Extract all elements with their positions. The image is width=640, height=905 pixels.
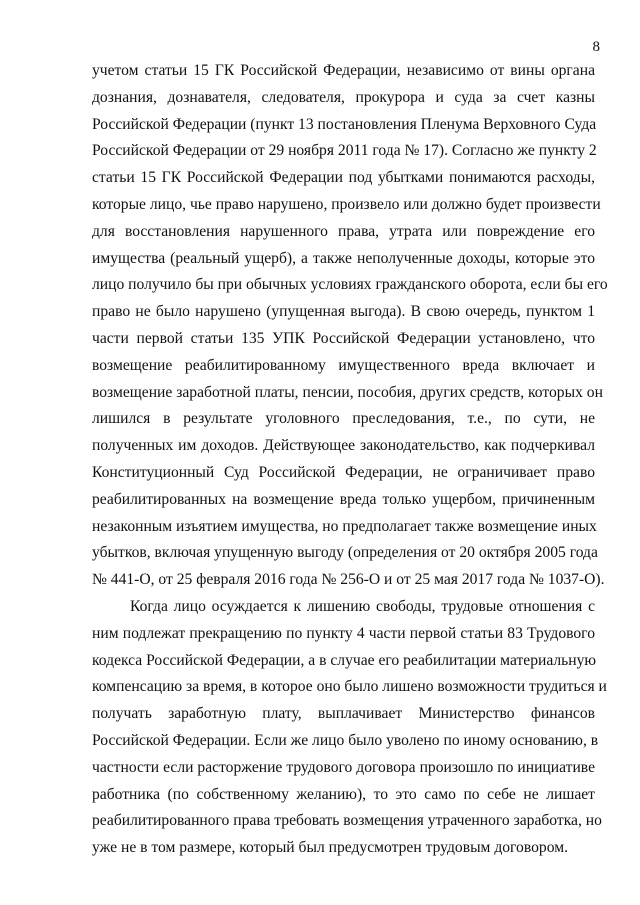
text-line: Российской Федерации. Если же лицо было уволено по иному основанию, в bbox=[92, 731, 599, 749]
text-line: № 441-О, от 25 февраля 2016 года № 256-О и от 25 мая 2017 года № 1037-О). bbox=[92, 571, 605, 589]
text-line: которые лицо, чье право нарушено, произвело или должно будет произвести bbox=[92, 195, 601, 213]
text-line: реабилитированного права требовать возмещения утраченного заработка, но bbox=[92, 812, 602, 830]
text-line: ним подлежат прекращению по пункту 4 части первой статьи 83 Трудового bbox=[92, 624, 595, 642]
text-line: убытков, включая упущенную выгоду (определения от 20 октября 2005 года bbox=[92, 544, 598, 562]
text-line: учетом статьи 15 ГК Российской Федерации, независимо от вины органа bbox=[92, 62, 595, 79]
text-line: Российской Федерации от 29 ноября 2011 года № 17). Согласно же пункту 2 bbox=[92, 142, 597, 160]
text-line: лишился в результате уголовного преследования, т.е., по сути, не bbox=[92, 410, 595, 428]
text-line: возмещение заработной платы, пенсии, пособия, других средств, которых он bbox=[92, 383, 603, 401]
text-line: Когда лицо осуждается к лишению свободы, трудовые отношения с bbox=[130, 597, 595, 615]
paragraph bbox=[92, 594, 607, 862]
text-line: Конституционный Суд Российской Федерации, не ограничивает право bbox=[92, 463, 595, 481]
text-line: работника (по собственному желанию), то это само по себе не лишает bbox=[92, 785, 595, 803]
document-body bbox=[92, 58, 608, 862]
text-line: части первой статьи 135 УПК Российской Федерации установлено, что bbox=[92, 329, 595, 347]
paragraph bbox=[92, 58, 608, 594]
text-line: возмещение реабилитированному имущественного вреда включает и bbox=[92, 356, 595, 374]
text-line: имущества (реальный ущерб), а также неполученные доходы, которые это bbox=[92, 249, 595, 267]
text-line: лицо получило бы при обычных условиях гражданского оборота, если бы его bbox=[92, 276, 608, 294]
text-line: незаконным изъятием имущества, но предполагает также возмещение иных bbox=[92, 517, 597, 535]
text-line: кодекса Российской Федерации, а в случае его реабилитации материальную bbox=[92, 651, 597, 669]
text-line: полученных им доходов. Действующее законодательство, как подчеркивал bbox=[92, 437, 595, 455]
text-line: частности если расторжение трудового договора произошло по инициативе bbox=[92, 758, 595, 776]
text-line: статьи 15 ГК Российской Федерации под убытками понимаются расходы, bbox=[92, 169, 595, 187]
text-line: реабилитированных на возмещение вреда только ущербом, причиненным bbox=[92, 490, 595, 508]
text-line: компенсацию за время, в которое оно было лишено возможности трудиться и bbox=[92, 678, 607, 696]
text-line: дознания, дознавателя, следователя, прокурора и суда за счет казны bbox=[92, 88, 595, 106]
page-number: 8 bbox=[592, 39, 600, 55]
text-line: право не было нарушено (упущенная выгода). В свою очередь, пунктом 1 bbox=[92, 303, 595, 321]
text-line: для восстановления нарушенного права, утрата или повреждение его bbox=[92, 222, 595, 240]
text-line: получать заработную плату, выплачивает Министерство финансов bbox=[92, 705, 595, 723]
text-line: Российской Федерации (пункт 13 постановления Пленума Верховного Суда bbox=[92, 115, 597, 133]
text-line: уже не в том размере, который был предусмотрен трудовым договором. bbox=[92, 839, 568, 857]
